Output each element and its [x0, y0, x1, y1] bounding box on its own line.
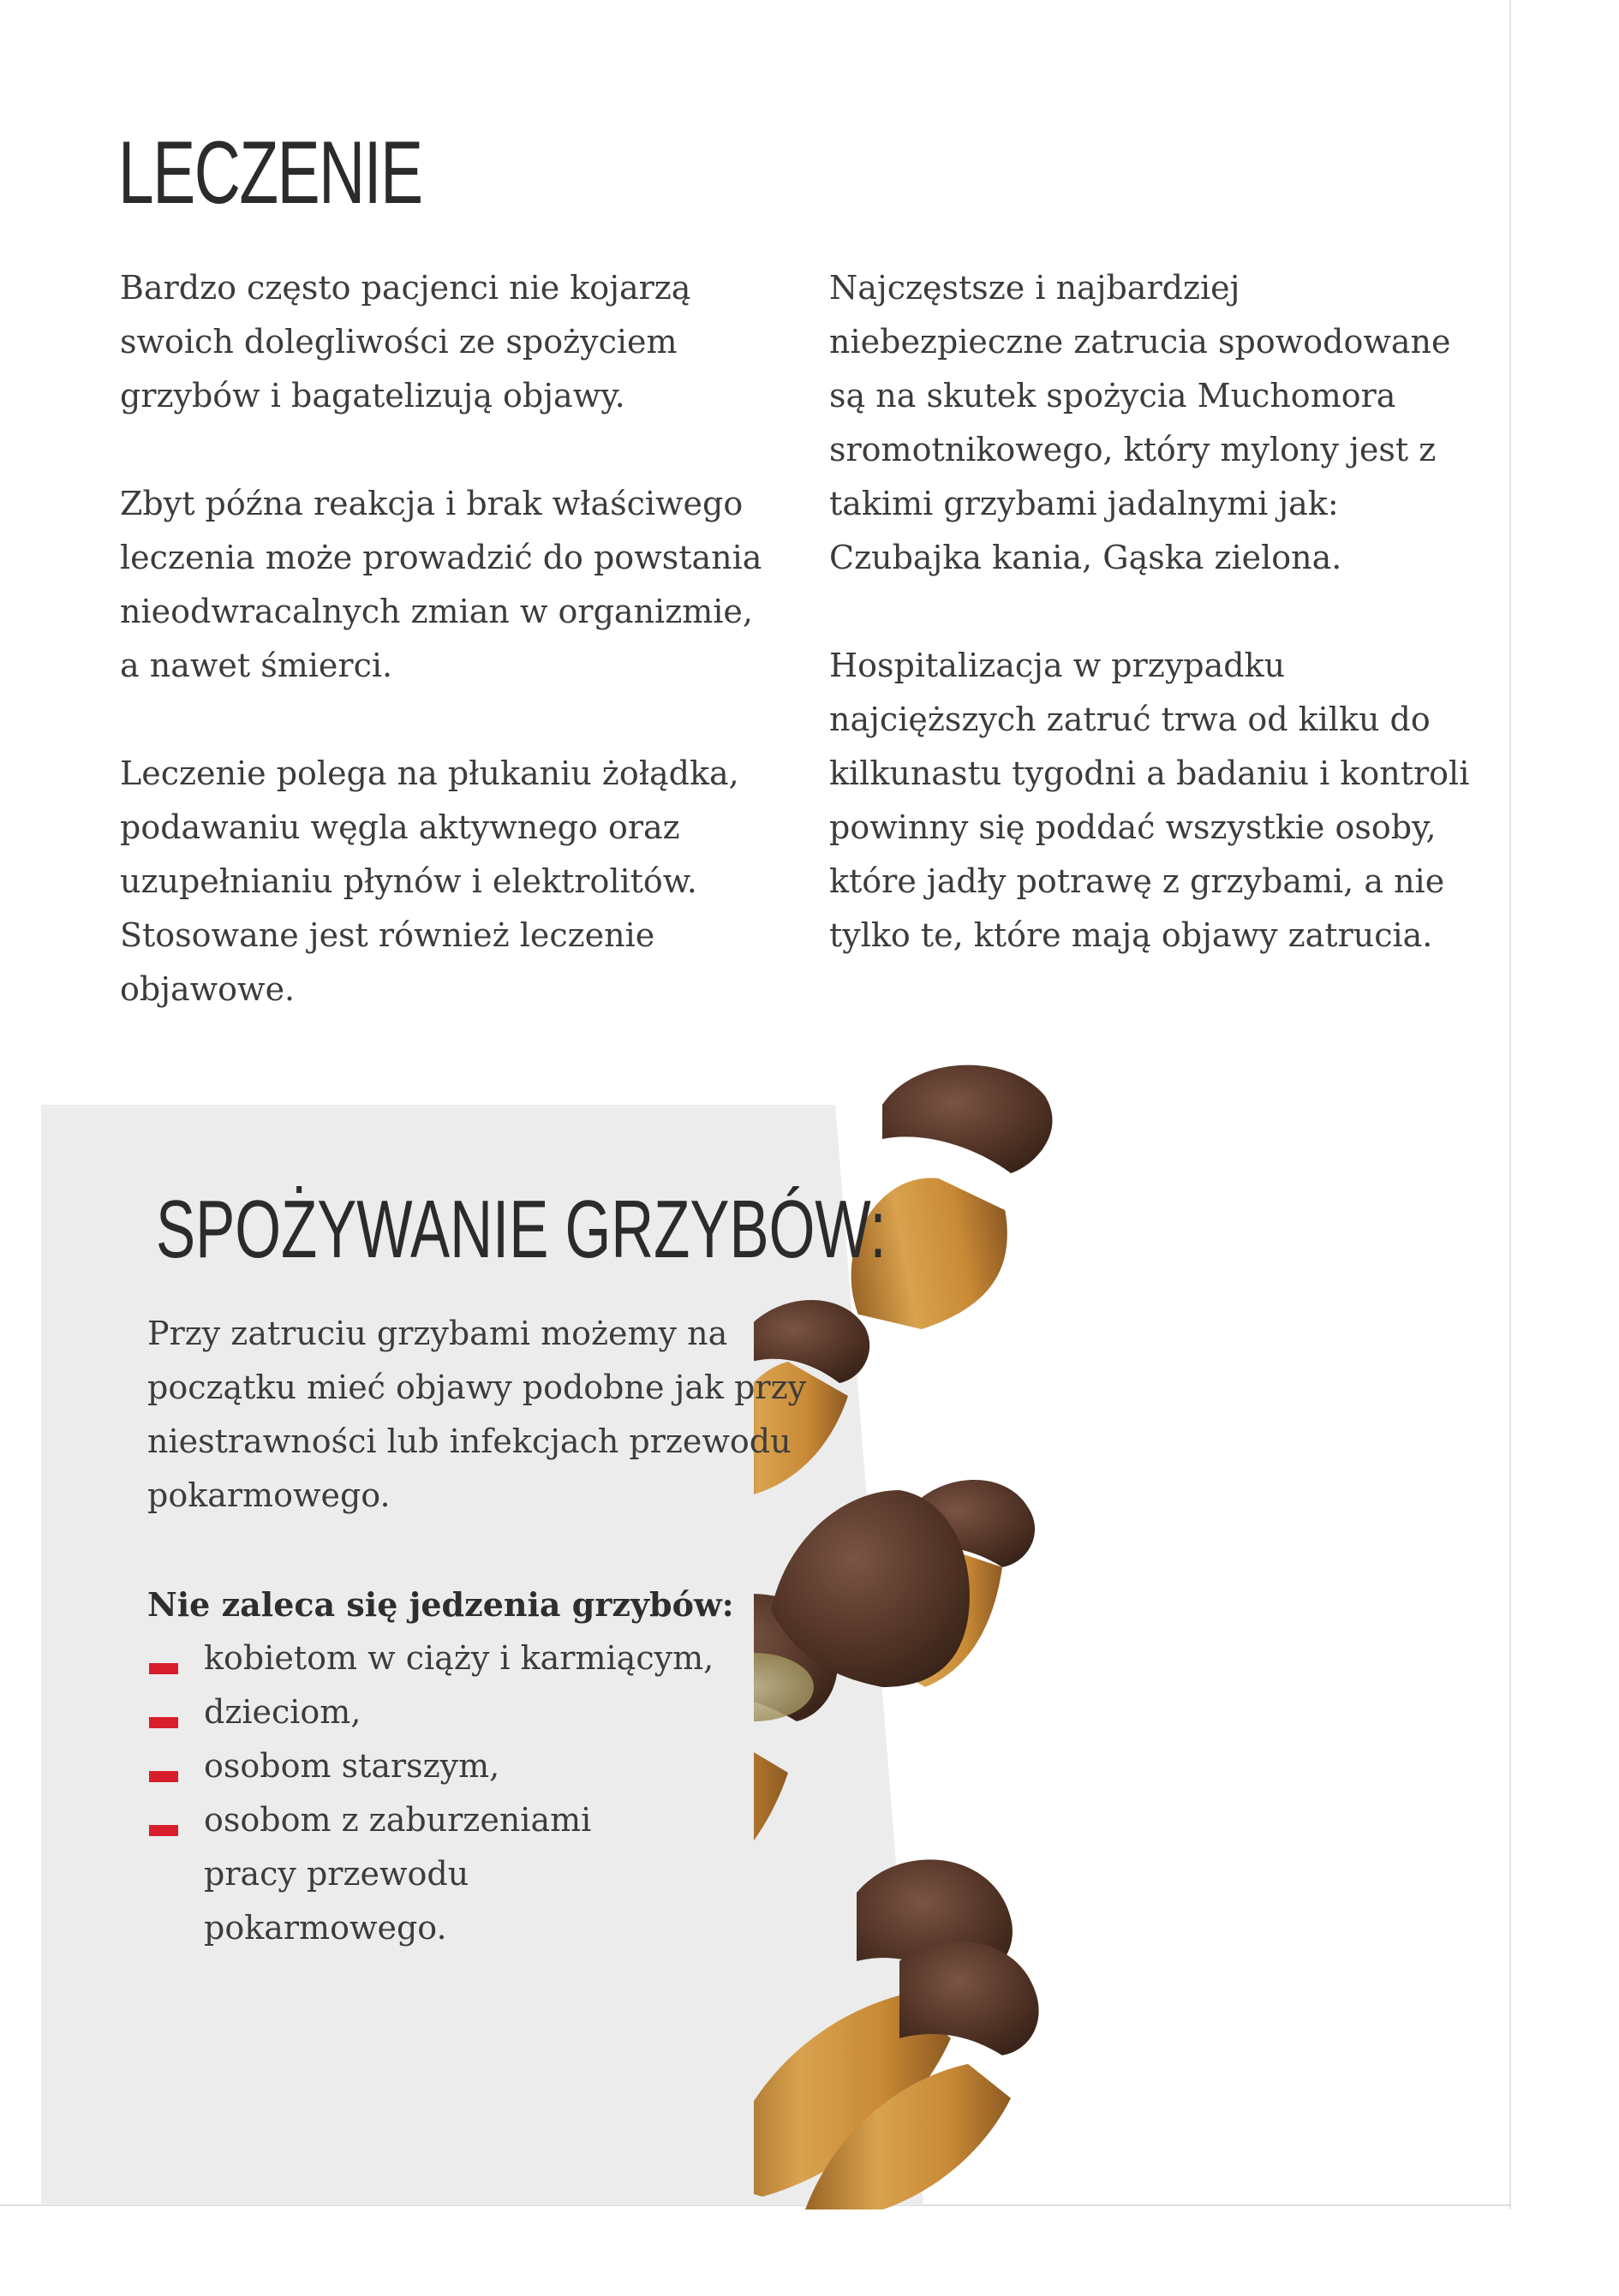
red-bullet [149, 1717, 178, 1728]
warning-list [147, 1631, 714, 1955]
red-bullet [149, 1771, 178, 1782]
list-item [147, 1631, 714, 1685]
paragraph: Najczęstsze i najbardziej niebezpieczne zatrucia spowodowane są na skutek spożycia Muchomora sromotnikowego, który mylony jest z takimi grzybami jadalnymi jak: Czubajka kania, Gąska zielona. [829, 269, 1451, 576]
page-title: LECZENIE [118, 123, 422, 223]
paragraph: Zbyt późna reakcja i brak właściwego leczenia może prowadzić do powstania nieodwracalnych zmian w organizmie, a nawet śmierci. [120, 485, 762, 684]
list-item-text: osobom starszym, [204, 1747, 500, 1785]
list-item-text: osobom z zaburzeniami pracy przewodu pokarmowego. [204, 1801, 592, 1947]
mushroom-bottom-right [754, 1859, 1039, 2210]
list-item [147, 1739, 714, 1793]
list-item [147, 1685, 714, 1739]
red-bullet [149, 1663, 178, 1674]
paragraph: Hospitalizacja w przypadku najcięższych zatruć trwa od kilku do kilkunastu tygodni a badaniu i kontroli powinny się poddać wszystkie osoby, które jadły potrawę z grzybami, a nie tylko te, które mają objawy zatrucia. [829, 647, 1470, 954]
list-item-text: kobietom w ciąży i karmiącym, [204, 1639, 714, 1677]
paragraph: Bardzo często pacjenci nie kojarzą swoich dolegliwości ze spożyciem grzybów i bagatelizują objawy. [120, 269, 691, 414]
section-title: SPOŻYWANIE GRZYBÓW: [156, 1184, 887, 1275]
list-item-text: dzieciom, [204, 1693, 361, 1731]
section-intro: Przy zatruciu grzybami możemy na początku mieć objawy podobne jak przy niestrawności lub infekcjach przewodu pokarmowego. [147, 1315, 807, 1514]
warning-heading: Nie zaleca się jedzenia grzybów: [147, 1585, 734, 1624]
paragraph: Leczenie polega na płukaniu żołądka, podawaniu węgla aktywnego oraz uzupełnianiu płynów i elektrolitów. Stosowane jest również leczenie objawowe. [120, 754, 739, 1008]
right-text-column [829, 261, 1480, 1017]
red-bullet [149, 1825, 178, 1836]
list-item [147, 1793, 714, 1955]
left-text-column [120, 261, 771, 1070]
